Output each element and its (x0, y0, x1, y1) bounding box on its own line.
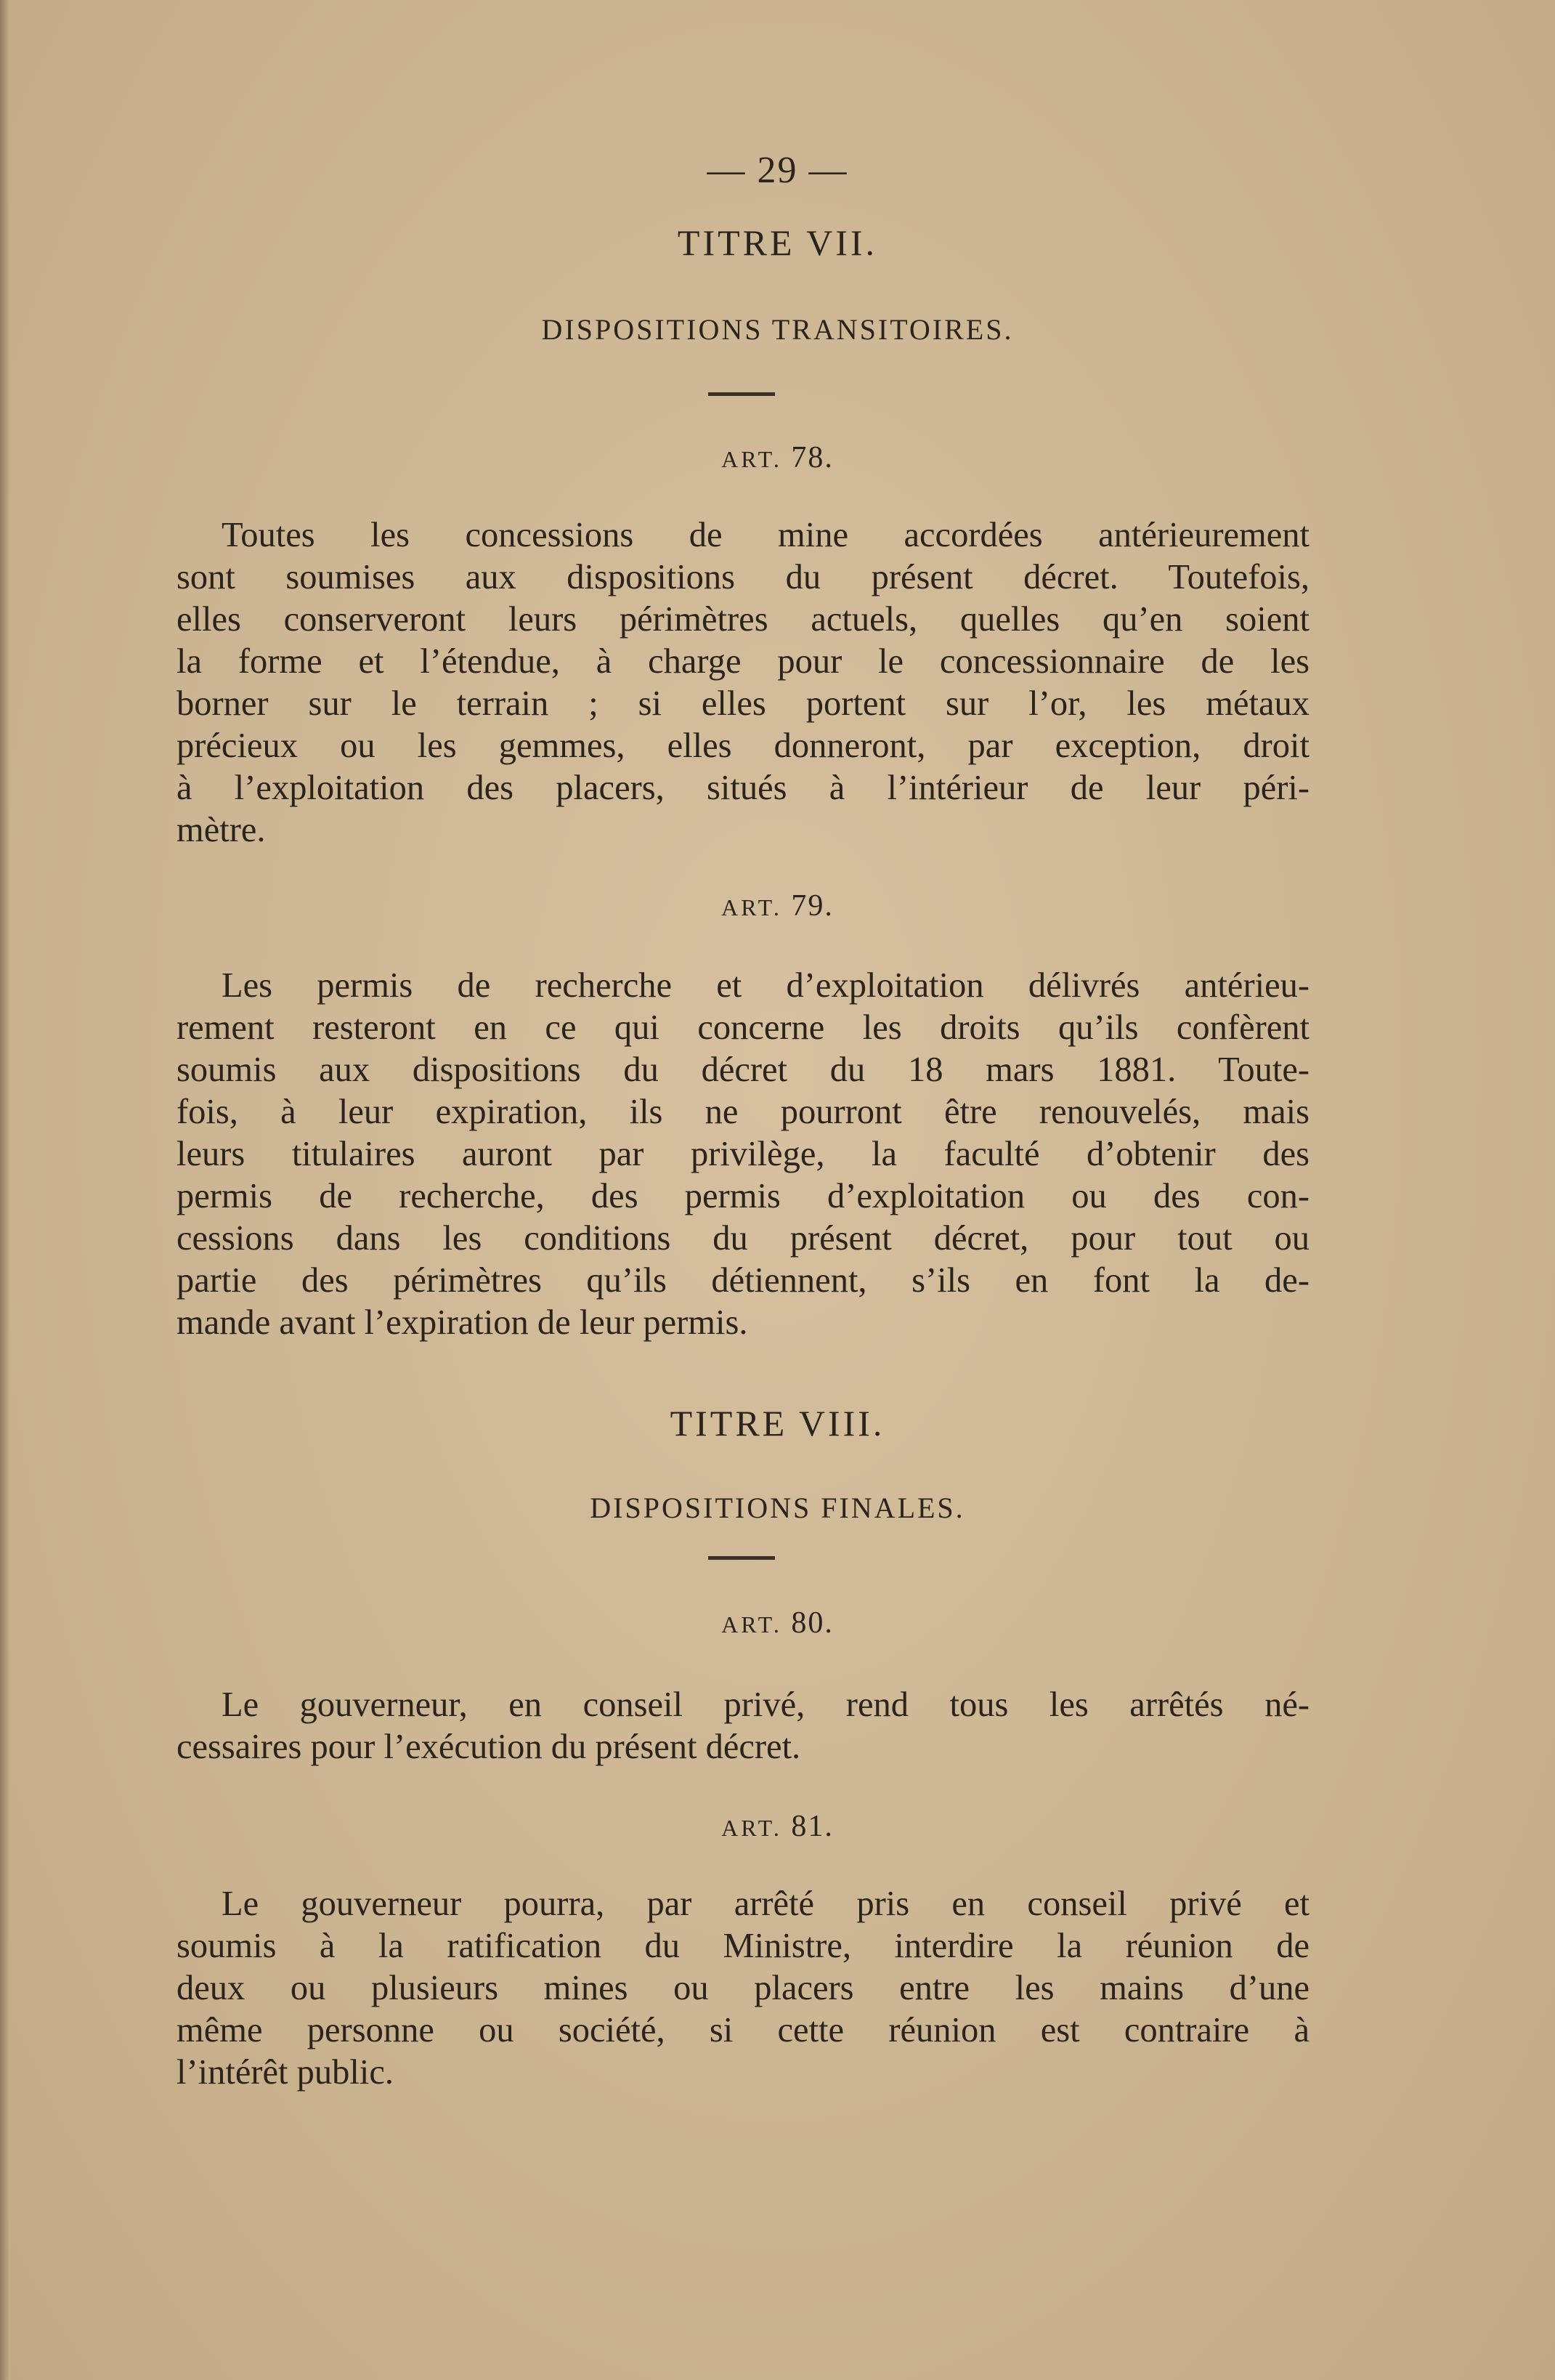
article-81-line: Le gouverneur pourra, par arrêté pris en conseil privé et (222, 1885, 1310, 1923)
article-heading-79 (0, 889, 1555, 923)
article-80-line: Le gouverneur, en conseil privé, rend tous les arrêtés né- (222, 1685, 1310, 1724)
article-number: 80. (791, 1606, 834, 1640)
page-number: — 29 — (707, 150, 848, 191)
article-78-line: Toutes les concessions de mine accordées antérieurement (222, 516, 1310, 554)
page-edge (0, 0, 10, 2380)
article-81-line: soumis à la ratification du Ministre, interdire la réunion de (176, 1927, 1310, 1965)
article-78-line: précieux ou les gemmes, elles donneront, par exception, droit (176, 726, 1310, 765)
article-label: ART. (721, 446, 782, 472)
article-number: 79. (791, 889, 834, 923)
article-81-line: deux ou plusieurs mines ou placers entre les mains d’une (176, 1969, 1310, 2007)
article-79-line: soumis aux dispositions du décret du 18 mars 1881. Toute- (176, 1051, 1310, 1089)
section-subtitle-7: DISPOSITIONS TRANSITOIRES. (541, 313, 1014, 346)
article-label: ART. (721, 1611, 782, 1638)
article-heading-80 (0, 1606, 1555, 1640)
article-number: 78. (791, 441, 834, 474)
article-78-line: sont soumises aux dispositions du présent décret. Toutefois, (176, 558, 1310, 596)
article-heading-78 (0, 440, 1555, 475)
article-79-line: fois, à leur expiration, ils ne pourront être renouvelés, mais (176, 1093, 1310, 1131)
article-78-line: mètre. (176, 811, 266, 849)
article-label: ART. (721, 894, 782, 920)
article-number: 81. (791, 1810, 834, 1843)
article-79-line: rement resteront en ce qui concerne les droits qu’ils confèrent (176, 1008, 1310, 1047)
article-78-line: la forme et l’étendue, à charge pour le concessionnaire de les (176, 642, 1310, 681)
article-79-line: permis de recherche, des permis d’exploitation ou des con- (176, 1177, 1310, 1215)
section-title-7: TITRE VII. (677, 222, 878, 263)
article-78-line: à l’exploitation des placers, situés à l’intérieur de leur péri- (176, 769, 1310, 807)
article-79-line: partie des périmètres qu’ils détiennent, s’ils en font la de- (176, 1261, 1310, 1300)
section-title-8: TITRE VIII. (670, 1403, 885, 1444)
article-79-line: mande avant l’expiration de leur permis. (176, 1303, 748, 1342)
section-divider (708, 1556, 775, 1560)
article-78-line: elles conserveront leurs périmètres actuels, quelles qu’en soient (176, 600, 1310, 639)
article-81-line: même personne ou société, si cette réunion est contraire à (176, 2011, 1310, 2049)
article-79-line: leurs titulaires auront par privilège, la faculté d’obtenir des (176, 1135, 1310, 1173)
section-subtitle-8: DISPOSITIONS FINALES. (590, 1491, 965, 1524)
section-divider (708, 392, 775, 396)
article-label: ART. (721, 1815, 782, 1841)
article-80-line: cessaires pour l’exécution du présent décret. (176, 1728, 801, 1766)
article-79-line: cessions dans les conditions du présent décret, pour tout ou (176, 1219, 1310, 1258)
article-81-line: l’intérêt public. (176, 2053, 394, 2092)
article-78-line: borner sur le terrain ; si elles portent sur l’or, les métaux (176, 684, 1310, 723)
article-heading-81 (0, 1809, 1555, 1844)
article-79-line: Les permis de recherche et d’exploitation délivrés antérieu- (222, 966, 1310, 1005)
